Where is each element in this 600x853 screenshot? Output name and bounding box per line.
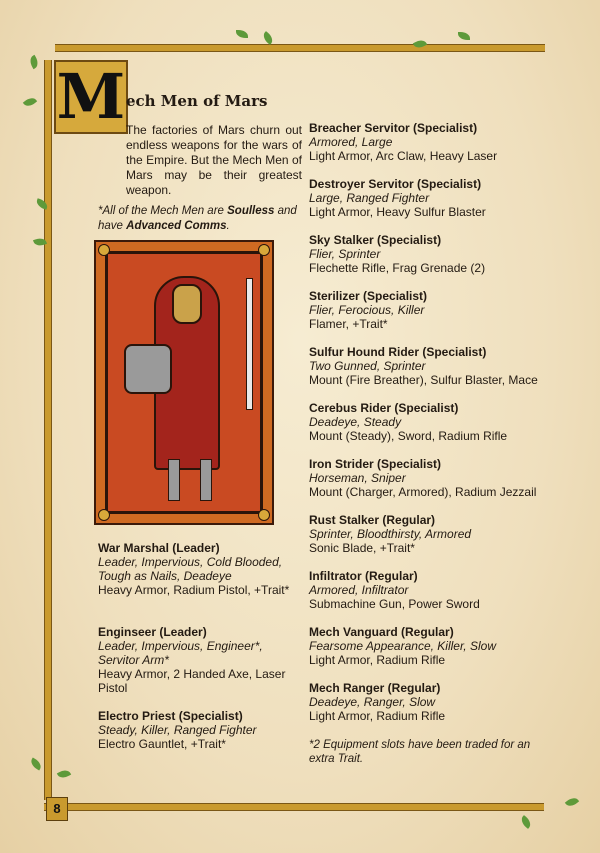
unit-gear: Sonic Blade, +Trait*	[309, 541, 415, 555]
left-border	[44, 60, 52, 800]
unit-entry	[98, 541, 298, 597]
unit-entry	[309, 569, 559, 611]
leaf-icon	[261, 31, 275, 45]
unit-gear: Mount (Fire Breather), Sulfur Blaster, Mace	[309, 373, 538, 387]
leaf-icon	[519, 815, 533, 829]
unit-traits: Armored, Large	[309, 135, 393, 149]
unit-entry	[309, 513, 559, 555]
unit-gear: Light Armor, Heavy Sulfur Blaster	[309, 205, 486, 219]
unit-name: Sky Stalker (Specialist)	[309, 233, 442, 247]
unit-name: Cerebus Rider (Specialist)	[309, 401, 459, 415]
leaf-icon	[28, 55, 41, 69]
page-title: ech Men of Mars	[126, 92, 268, 110]
unit-entry	[309, 345, 559, 387]
unit-entry	[98, 709, 298, 751]
unit-traits: Armored, Infiltrator	[309, 583, 409, 597]
unit-name: Enginseer (Leader)	[98, 625, 207, 639]
intro-paragraph: The factories of Mars churn out endless weapons for the wars of the Empire. But the Mech Men of Mars may be their greatest weapon.	[126, 123, 302, 197]
unit-name: Mech Vanguard (Regular)	[309, 625, 454, 639]
unit-traits: Deadeye, Steady	[309, 415, 402, 429]
page-number: 8	[46, 797, 68, 821]
unit-gear: Mount (Charger, Armored), Radium Jezzail	[309, 485, 537, 499]
unit-traits: Deadeye, Ranger, Slow	[309, 695, 436, 709]
title-dropcap: M	[54, 60, 128, 134]
leaf-icon	[29, 758, 43, 771]
unit-name: Mech Ranger (Regular)	[309, 681, 441, 695]
unit-entry	[309, 401, 559, 443]
unit-traits: Horseman, Sniper	[309, 471, 406, 485]
unit-entry	[309, 233, 559, 275]
unit-gear: Heavy Armor, Radium Pistol, +Trait*	[98, 583, 290, 597]
unit-entry	[98, 625, 298, 695]
unit-entry	[309, 681, 559, 723]
unit-entry	[309, 457, 559, 499]
leaf-icon	[565, 795, 579, 809]
leaf-icon	[57, 768, 71, 781]
unit-name: Iron Strider (Specialist)	[309, 457, 442, 471]
unit-traits: Large, Ranged Fighter	[309, 191, 430, 205]
mech-arm	[124, 344, 172, 394]
unit-traits: Flier, Sprinter	[309, 247, 381, 261]
unit-entry	[309, 625, 559, 667]
unit-name: Sterilizer (Specialist)	[309, 289, 428, 303]
mech-leg-left	[168, 459, 180, 501]
unit-traits: Two Gunned, Sprinter	[309, 359, 426, 373]
unit-name: Rust Stalker (Regular)	[309, 513, 436, 527]
corner-ornament	[98, 244, 110, 256]
unit-gear: Electro Gauntlet, +Trait*	[98, 737, 226, 751]
unit-traits: Leader, Impervious, Engineer*, Servitor Arm*	[98, 639, 263, 667]
corner-ornament	[258, 244, 270, 256]
soulless-note: *All of the Mech Men are Soulless and have Advanced Comms.	[98, 205, 297, 232]
top-border	[55, 44, 545, 52]
corner-ornament	[98, 509, 110, 521]
unit-gear: Flamer, +Trait*	[309, 317, 388, 331]
unit-traits: Flier, Ferocious, Killer	[309, 303, 425, 317]
leaf-icon	[23, 95, 37, 109]
unit-entry	[309, 177, 559, 219]
mech-man-illustration	[94, 240, 274, 525]
unit-traits: Leader, Impervious, Cold Blooded, Tough as Nails, Deadeye	[98, 555, 283, 583]
unit-gear: Heavy Armor, 2 Handed Axe, Laser Pistol	[98, 667, 286, 695]
unit-gear: Mount (Steady), Sword, Radium Rifle	[309, 429, 508, 443]
unit-name: Infiltrator (Regular)	[309, 569, 418, 583]
unit-name: Destroyer Servitor (Specialist)	[309, 177, 482, 191]
footnote: *2 Equipment slots have been traded for an extra Trait.	[309, 739, 531, 765]
unit-entry	[309, 289, 559, 331]
unit-gear: Submachine Gun, Power Sword	[309, 597, 480, 611]
unit-traits: Fearsome Appearance, Killer, Slow	[309, 639, 496, 653]
mech-leg-right	[200, 459, 212, 501]
sword	[246, 278, 253, 410]
unit-name: Breacher Servitor (Specialist)	[309, 121, 478, 135]
unit-gear: Light Armor, Radium Rifle	[309, 653, 446, 667]
unit-gear: Flechette Rifle, Frag Grenade (2)	[309, 261, 486, 275]
unit-name: Sulfur Hound Rider (Specialist)	[309, 345, 487, 359]
unit-gear: Light Armor, Radium Rifle	[309, 709, 446, 723]
unit-gear: Light Armor, Arc Claw, Heavy Laser	[309, 149, 498, 163]
unit-entry	[309, 121, 559, 163]
illustration-panel	[105, 251, 263, 514]
unit-name: War Marshal (Leader)	[98, 541, 220, 555]
corner-ornament	[258, 509, 270, 521]
unit-name: Electro Priest (Specialist)	[98, 709, 243, 723]
bottom-border	[44, 803, 544, 811]
unit-traits: Sprinter, Bloodthirsty, Armored	[309, 527, 472, 541]
leaf-icon	[458, 32, 470, 40]
mask	[172, 284, 202, 324]
unit-traits: Steady, Killer, Ranged Fighter	[98, 723, 257, 737]
leaf-icon	[236, 30, 248, 38]
